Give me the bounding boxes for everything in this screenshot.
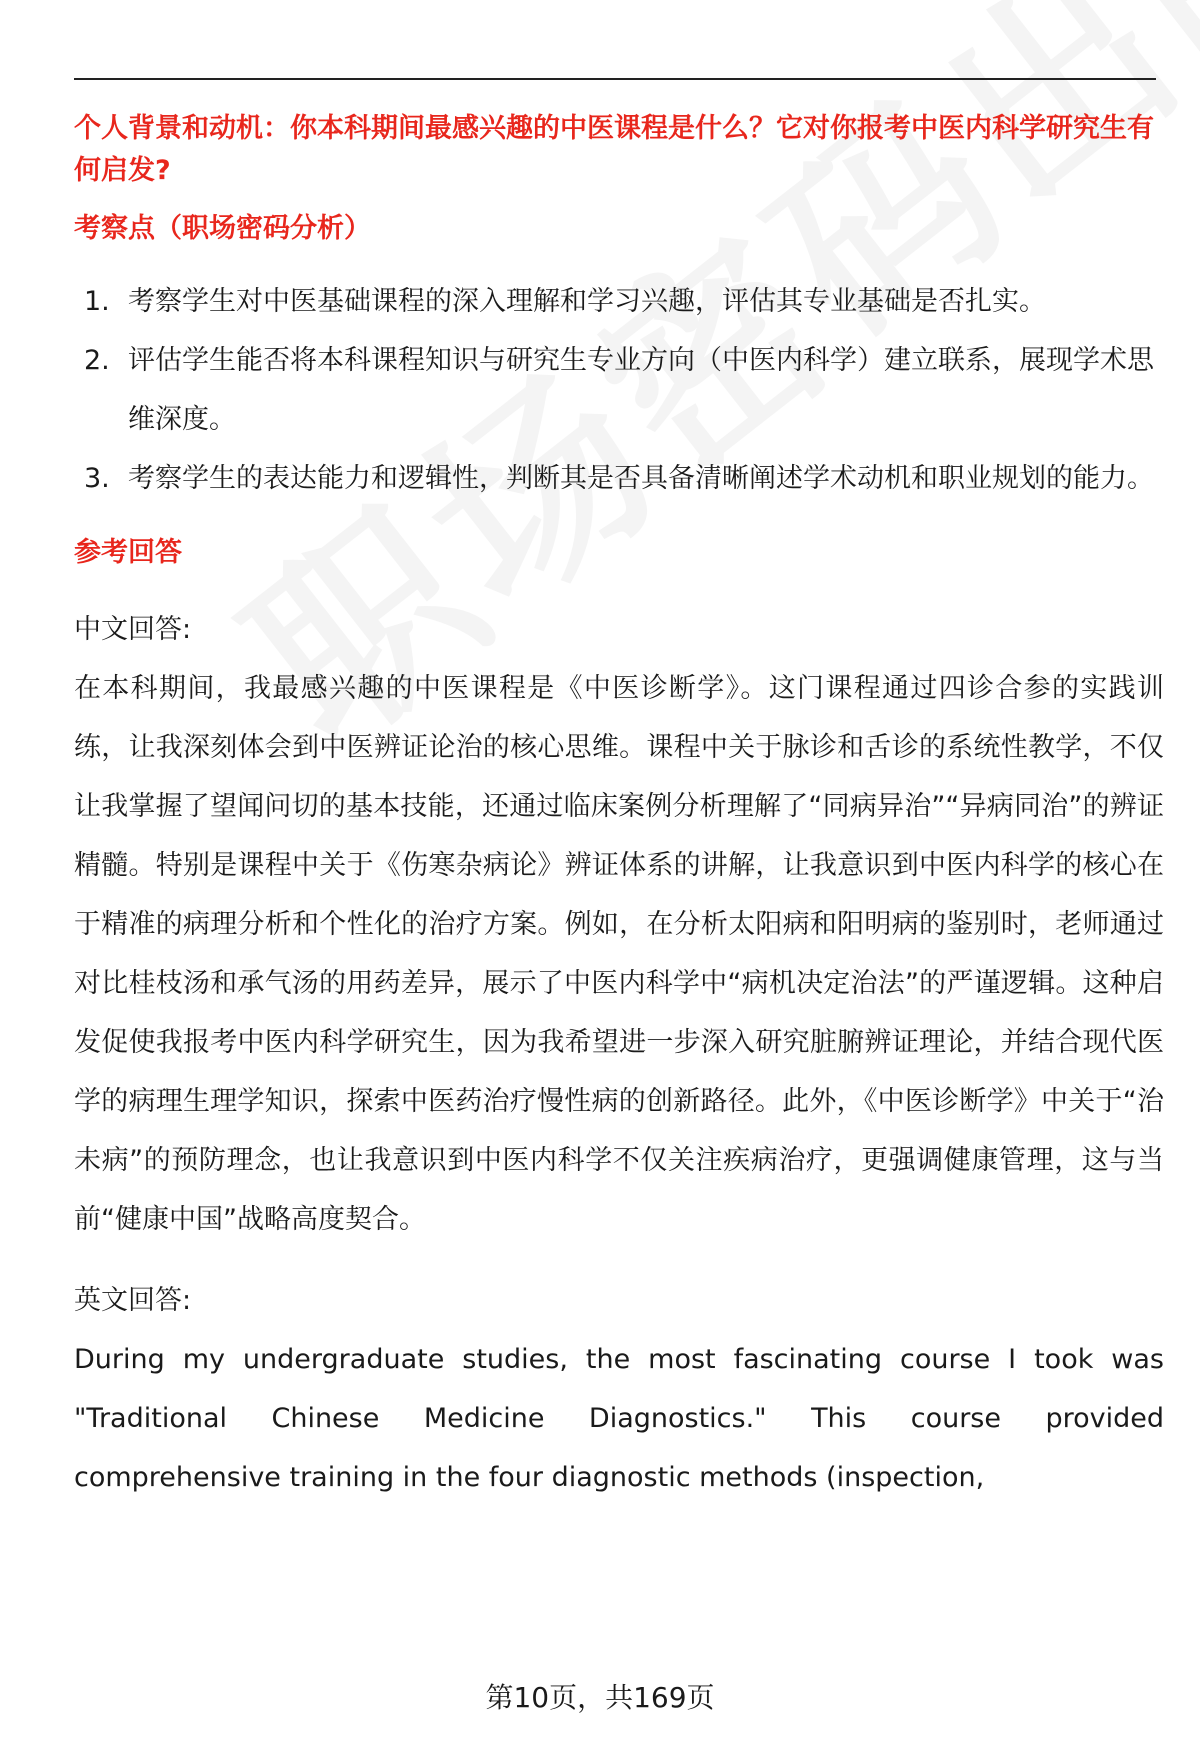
assessment-list (74, 272, 1164, 508)
english-answer-paragraph: During my undergraduate studies, the most fascinating course I took was "Traditional Chinese Medicine Diagnostics." This course provided comprehensive training in the four diagnostic methods (inspection, (74, 1344, 1164, 1493)
list-item-number: 3. (84, 463, 110, 494)
list-item-text: 考察学生对中医基础课程的深入理解和学习兴趣，评估其专业基础是否扎实。 (128, 286, 1046, 317)
list-item-text: 评估学生能否将本科课程知识与研究生专业方向（中医内科学）建立联系，展现学术思维深度。 (128, 345, 1154, 435)
list-item (74, 331, 1164, 449)
english-answer-label: 英文回答: (74, 1285, 192, 1316)
page-number: 第10页，共169页 (485, 1681, 715, 1714)
question-heading: 个人背景和动机：你本科期间最感兴趣的中医课程是什么？它对你报考中医内科学研究生有何启发? (74, 113, 1154, 186)
list-item-number: 1. (84, 286, 110, 317)
assessment-heading: 考察点（职场密码分析） (74, 213, 371, 244)
list-item-text: 考察学生的表达能力和逻辑性，判断其是否具备清晰阐述学术动机和职业规划的能力。 (128, 463, 1154, 494)
answer-heading: 参考回答 (74, 537, 182, 568)
chinese-answer-label: 中文回答: (74, 614, 192, 645)
list-item (74, 449, 1164, 508)
top-divider (74, 78, 1156, 80)
chinese-answer-paragraph: 在本科期间，我最感兴趣的中医课程是《中医诊断学》。这门课程通过四诊合参的实践训练，让我深刻体会到中医辨证论治的核心思维。课程中关于脉诊和舌诊的系统性教学，不仅让我掌握了望闻问切的基本技能，还通过临床案例分析理解了“同病异治”“异病同治”的辨证精髓。特别是课程中关于《伤寒杂病论》辨证体系的讲解，让我意识到中医内科学的核心在于精准的病理分析和个性化的治疗方案。例如，在分析太阳病和阳明病的鉴别时，老师通过对比桂枝汤和承气汤的用药差异，展示了中医内科学中“病机决定治法”的严谨逻辑。这种启发促使我报考中医内科学研究生，因为我希望进一步深入研究脏腑辨证理论，并结合现代医学的病理生理学知识，探索中医药治疗慢性病的创新路径。此外，《中医诊断学》中关于“治未病”的预防理念，也让我意识到中医内科学不仅关注疾病治疗，更强调健康管理，这与当前“健康中国”战略高度契合。 (74, 673, 1164, 1235)
list-item-number: 2. (84, 345, 110, 376)
list-item (74, 272, 1164, 331)
page-content (74, 108, 1164, 1507)
